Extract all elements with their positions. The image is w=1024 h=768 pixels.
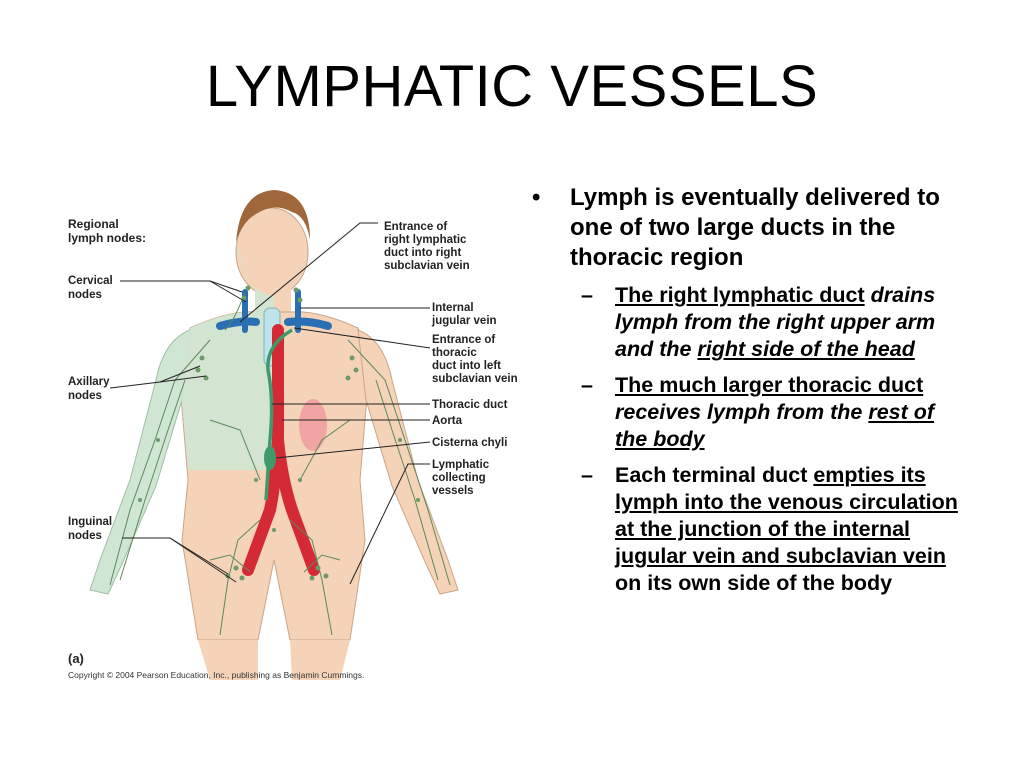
sub3-underlined: empties its lymph into the venous circulation at the junction of the internal jugular vein and subclavian vein (615, 463, 958, 568)
sub1-underlined: The right lymphatic duct (615, 283, 865, 307)
sub-bullet-right-duct (532, 282, 972, 363)
sub3-plain-end: on its own side of the body (615, 571, 893, 595)
label-thoracic-duct: Thoracic duct (432, 399, 508, 411)
dash-marker: – (581, 463, 593, 487)
label-regional-2: lymph nodes: (68, 231, 147, 245)
cisterna-chyli (264, 446, 276, 470)
bullet-list (532, 183, 972, 606)
label-inguinal-1: Inguinal (68, 516, 113, 528)
label-collecting-1: Lymphatic (432, 459, 490, 471)
main-bullet (532, 183, 972, 273)
label-inguinal-2: nodes (68, 530, 102, 542)
label-entrance-thoracic-4: subclavian vein (432, 373, 518, 385)
label-cervical-1: Cervical (68, 275, 113, 287)
sub-bullet-thoracic-duct (532, 372, 972, 453)
label-entrance-right-1: Entrance of (384, 221, 448, 233)
label-axillary-1: Axillary (68, 376, 110, 388)
label-internal-jugular-2: jugular vein (432, 315, 497, 327)
sub2-italic-underlined: rest of the body (615, 400, 935, 451)
bullet-marker: • (532, 184, 541, 211)
copyright-text: Copyright © 2004 Pearson Education, Inc., publishing as Benjamin Cummings. (68, 670, 365, 680)
label-entrance-right-2: right lymphatic (384, 234, 467, 246)
sub1-italic-underlined: right side of the head (697, 337, 915, 361)
dash-marker: – (581, 373, 593, 397)
label-cisterna-chyli: Cisterna chyli (432, 437, 508, 449)
dash-marker: – (581, 283, 593, 307)
anatomy-illustration (60, 180, 540, 680)
label-entrance-right-3: duct into right (384, 247, 462, 259)
sub2-italic: receives lymph from the (615, 400, 869, 424)
main-bullet-text: Lymph is eventually delivered to one of two large ducts in the thoracic region (570, 184, 940, 271)
label-axillary-2: nodes (68, 390, 102, 402)
label-entrance-thoracic-1: Entrance of (432, 334, 496, 346)
sub2-underlined: The much larger thoracic duct (615, 373, 924, 397)
label-regional-1: Regional (68, 217, 119, 231)
label-entrance-thoracic-2: thoracic (432, 347, 477, 359)
label-aorta: Aorta (432, 415, 463, 427)
label-entrance-thoracic-3: duct into left (432, 360, 501, 372)
sub3-plain: Each terminal duct (615, 463, 814, 487)
label-collecting-3: vessels (432, 485, 474, 497)
sub1-italic: drains lymph from the right upper arm and the (615, 283, 936, 361)
label-entrance-right-4: subclavian vein (384, 260, 470, 272)
slide-title: LYMPHATIC VESSELS (205, 54, 819, 119)
label-internal-jugular-1: Internal (432, 302, 474, 314)
stomach (299, 399, 327, 451)
sub-bullet-terminal-duct (532, 462, 972, 597)
label-collecting-2: collecting (432, 472, 486, 484)
panel-letter: (a) (68, 651, 84, 666)
label-cervical-2: nodes (68, 289, 102, 301)
sub-bullet-list (532, 282, 972, 597)
lymphatic-system-figure (60, 180, 540, 680)
